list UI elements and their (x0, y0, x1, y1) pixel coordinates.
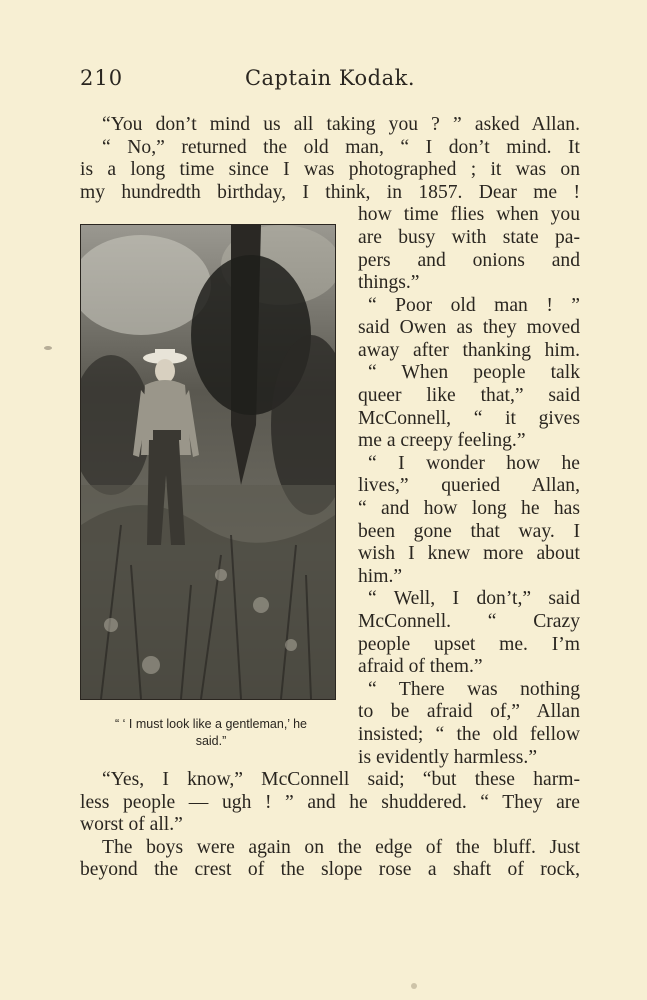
running-title: Captain Kodak. (244, 66, 416, 90)
figure-caption (80, 716, 342, 750)
text-line: “Yes, I know,” McConnell said; “but these harm- (102, 769, 580, 790)
text-line: “ No,” returned the old man, “ I don’t mind. It (102, 137, 580, 158)
photograph-image (81, 225, 335, 699)
text-line: are busy with state pa- (358, 227, 580, 248)
text-line: people upset me. I’m (358, 634, 580, 655)
text-line: “ Well, I don’t,” said (368, 588, 580, 609)
text-line: “ There was nothing (368, 679, 580, 700)
text-line: me a creepy feeling.” (358, 430, 526, 451)
text-line: queer like that,” said (358, 385, 580, 406)
page-header (80, 66, 580, 96)
page-speck (411, 983, 417, 989)
text-line: how time flies when you (358, 204, 580, 225)
text-line: afraid of them.” (358, 656, 483, 677)
text-line: McConnell. “ Crazy (358, 611, 580, 632)
text-line: “ I wonder how he (368, 453, 580, 474)
text-line: him.” (358, 566, 403, 587)
text-line: been gone that way. I (358, 521, 580, 542)
text-line: said Owen as they moved (358, 317, 580, 338)
text-line: “ Poor old man ! ” (368, 295, 580, 316)
text-line: The boys were again on the edge of the bluff. Just (102, 837, 580, 858)
text-line: beyond the crest of the slope rose a shaft of rock, (80, 859, 580, 880)
text-line: McConnell, “ it gives (358, 408, 580, 429)
text-line: wish I knew more about (358, 543, 580, 564)
text-line: pers and onions and (358, 250, 580, 271)
text-line: is a long time since I was photographed ; it was on (80, 159, 580, 180)
text-line: insisted; “ the old fellow (358, 724, 580, 745)
text-line: “ When people talk (368, 362, 580, 383)
text-line: away after thanking him. (358, 340, 580, 361)
page-smudge (44, 346, 52, 350)
page-number: 210 (80, 66, 124, 90)
text-line: “You don’t mind us all taking you ? ” asked Allan. (102, 114, 580, 135)
text-line: is evidently harmless.” (358, 747, 538, 768)
caption-line: said.” (195, 734, 227, 748)
caption-line: “ ‘ I must look like a gentleman,’ he (115, 717, 307, 731)
photograph-old-man (80, 224, 336, 700)
text-line: “ and how long he has (358, 498, 580, 519)
text-line: lives,” queried Allan, (358, 475, 580, 496)
text-line: things.” (358, 272, 420, 293)
text-line: less people — ugh ! ” and he shuddered. “ They are (80, 792, 580, 813)
text-line: worst of all.” (80, 814, 183, 835)
text-line: my hundredth birthday, I think, in 1857. Dear me ! (80, 182, 580, 203)
text-line: to be afraid of,” Allan (358, 701, 580, 722)
